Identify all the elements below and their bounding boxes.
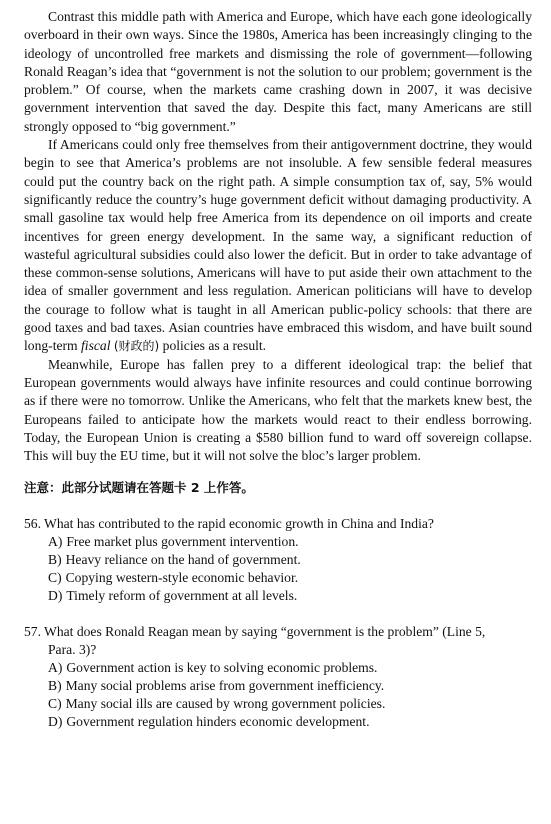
question-stem xyxy=(24,623,532,659)
option-text: Timely reform of government at all levels. xyxy=(66,588,298,604)
option-letter: C) xyxy=(48,696,62,712)
fiscal-term: fiscal xyxy=(81,338,111,354)
question-number: 57. xyxy=(24,624,41,640)
option-list xyxy=(24,659,532,731)
exam-page xyxy=(24,8,532,731)
question-57 xyxy=(24,623,532,731)
paragraph-2-end: policies as a result. xyxy=(159,338,267,354)
option-d[interactable] xyxy=(24,587,532,605)
passage-paragraph-2 xyxy=(24,136,532,356)
passage-paragraph-1: Contrast this middle path with America and Europe, which have each gone ideologically overboard in their own ways. Since the 1980s, America has been increasingly clinging to the ideology of uncontrolled free markets and dismissing the role of government—following Ronald Reagan’s idea that “government is not the solution to our problem; government is the problem.” Of course, when the markets came crashing down in 2007, it was decisive government intervention that saved the day. Despite this fact, many Americans are still strongly opposed to “big government.” xyxy=(24,9,532,134)
option-letter: D) xyxy=(48,588,63,604)
option-text: Government regulation hinders economic development. xyxy=(66,714,370,730)
option-text: Copying western-style economic behavior. xyxy=(65,570,299,586)
option-list xyxy=(24,533,532,605)
option-letter: B) xyxy=(48,678,62,694)
option-text: Many social problems arise from government inefficiency. xyxy=(65,678,385,694)
option-letter: C) xyxy=(48,570,62,586)
option-text: Many social ills are caused by wrong government policies. xyxy=(65,696,386,712)
option-c[interactable] xyxy=(24,695,532,713)
fiscal-gloss: (财政的) xyxy=(113,339,160,354)
question-text: What does Ronald Reagan mean by saying “government is the problem” (Line 5, xyxy=(44,624,486,640)
question-text-continued: Para. 3)? xyxy=(48,642,97,658)
question-number: 56. xyxy=(24,516,41,532)
question-56 xyxy=(24,515,532,605)
option-a[interactable] xyxy=(24,659,532,677)
option-b[interactable] xyxy=(24,677,532,695)
option-letter: D) xyxy=(48,714,63,730)
option-d[interactable] xyxy=(24,713,532,731)
option-letter: B) xyxy=(48,552,62,568)
paragraph-2-text: If Americans could only free themselves from their antigovernment doctrine, they would begin to see that America’s problems are not insoluble. A few sensible federal measures could put the country back on the right path. A simple consumption tax of, say, 5% would significantly reduce the country’s huge government deficit without damaging productivity. A small gasoline tax would help free America from its dependence on oil imports and create incentives for green energy development. In the same way, a significant reduction of wasteful agricultural subsidies could also lower the deficit. But in order to take advantage of these common-sense solutions, Americans will have to put aside their own attachment to the idea of smaller government and less regulation. American politicians will have to develop the courage to follow what is taught in all American public-policy schools: that there are good taxes and bad taxes. Asian countries have embraced this wisdom, and have built sound long-term xyxy=(24,137,532,354)
option-a[interactable] xyxy=(24,533,532,551)
option-c[interactable] xyxy=(24,569,532,587)
passage-paragraph-3: Meanwhile, Europe has fallen prey to a different ideological trap: the belief that European governments would always have infinite resources and could continue borrowing as if there were no tomorrow. Unlike the Americans, who felt that the markets knew best, the Europeans failed to anticipate how the markets would react to their endless borrowing. Today, the European Union is creating a $580 billion fund to ward off sovereign collapse. This will buy the EU time, but it will not solve the bloc’s larger problem. xyxy=(24,356,532,464)
option-text: Heavy reliance on the hand of government. xyxy=(65,552,301,568)
option-letter: A) xyxy=(48,660,63,676)
option-b[interactable] xyxy=(24,551,532,569)
option-text: Free market plus government intervention. xyxy=(66,534,299,550)
question-text: What has contributed to the rapid economic growth in China and India? xyxy=(44,516,434,532)
option-text: Government action is key to solving economic problems. xyxy=(66,660,378,676)
question-stem xyxy=(24,515,532,533)
answer-sheet-note: 注意：此部分试题请在答题卡 2 上作答。 xyxy=(24,480,254,496)
option-letter: A) xyxy=(48,534,63,550)
